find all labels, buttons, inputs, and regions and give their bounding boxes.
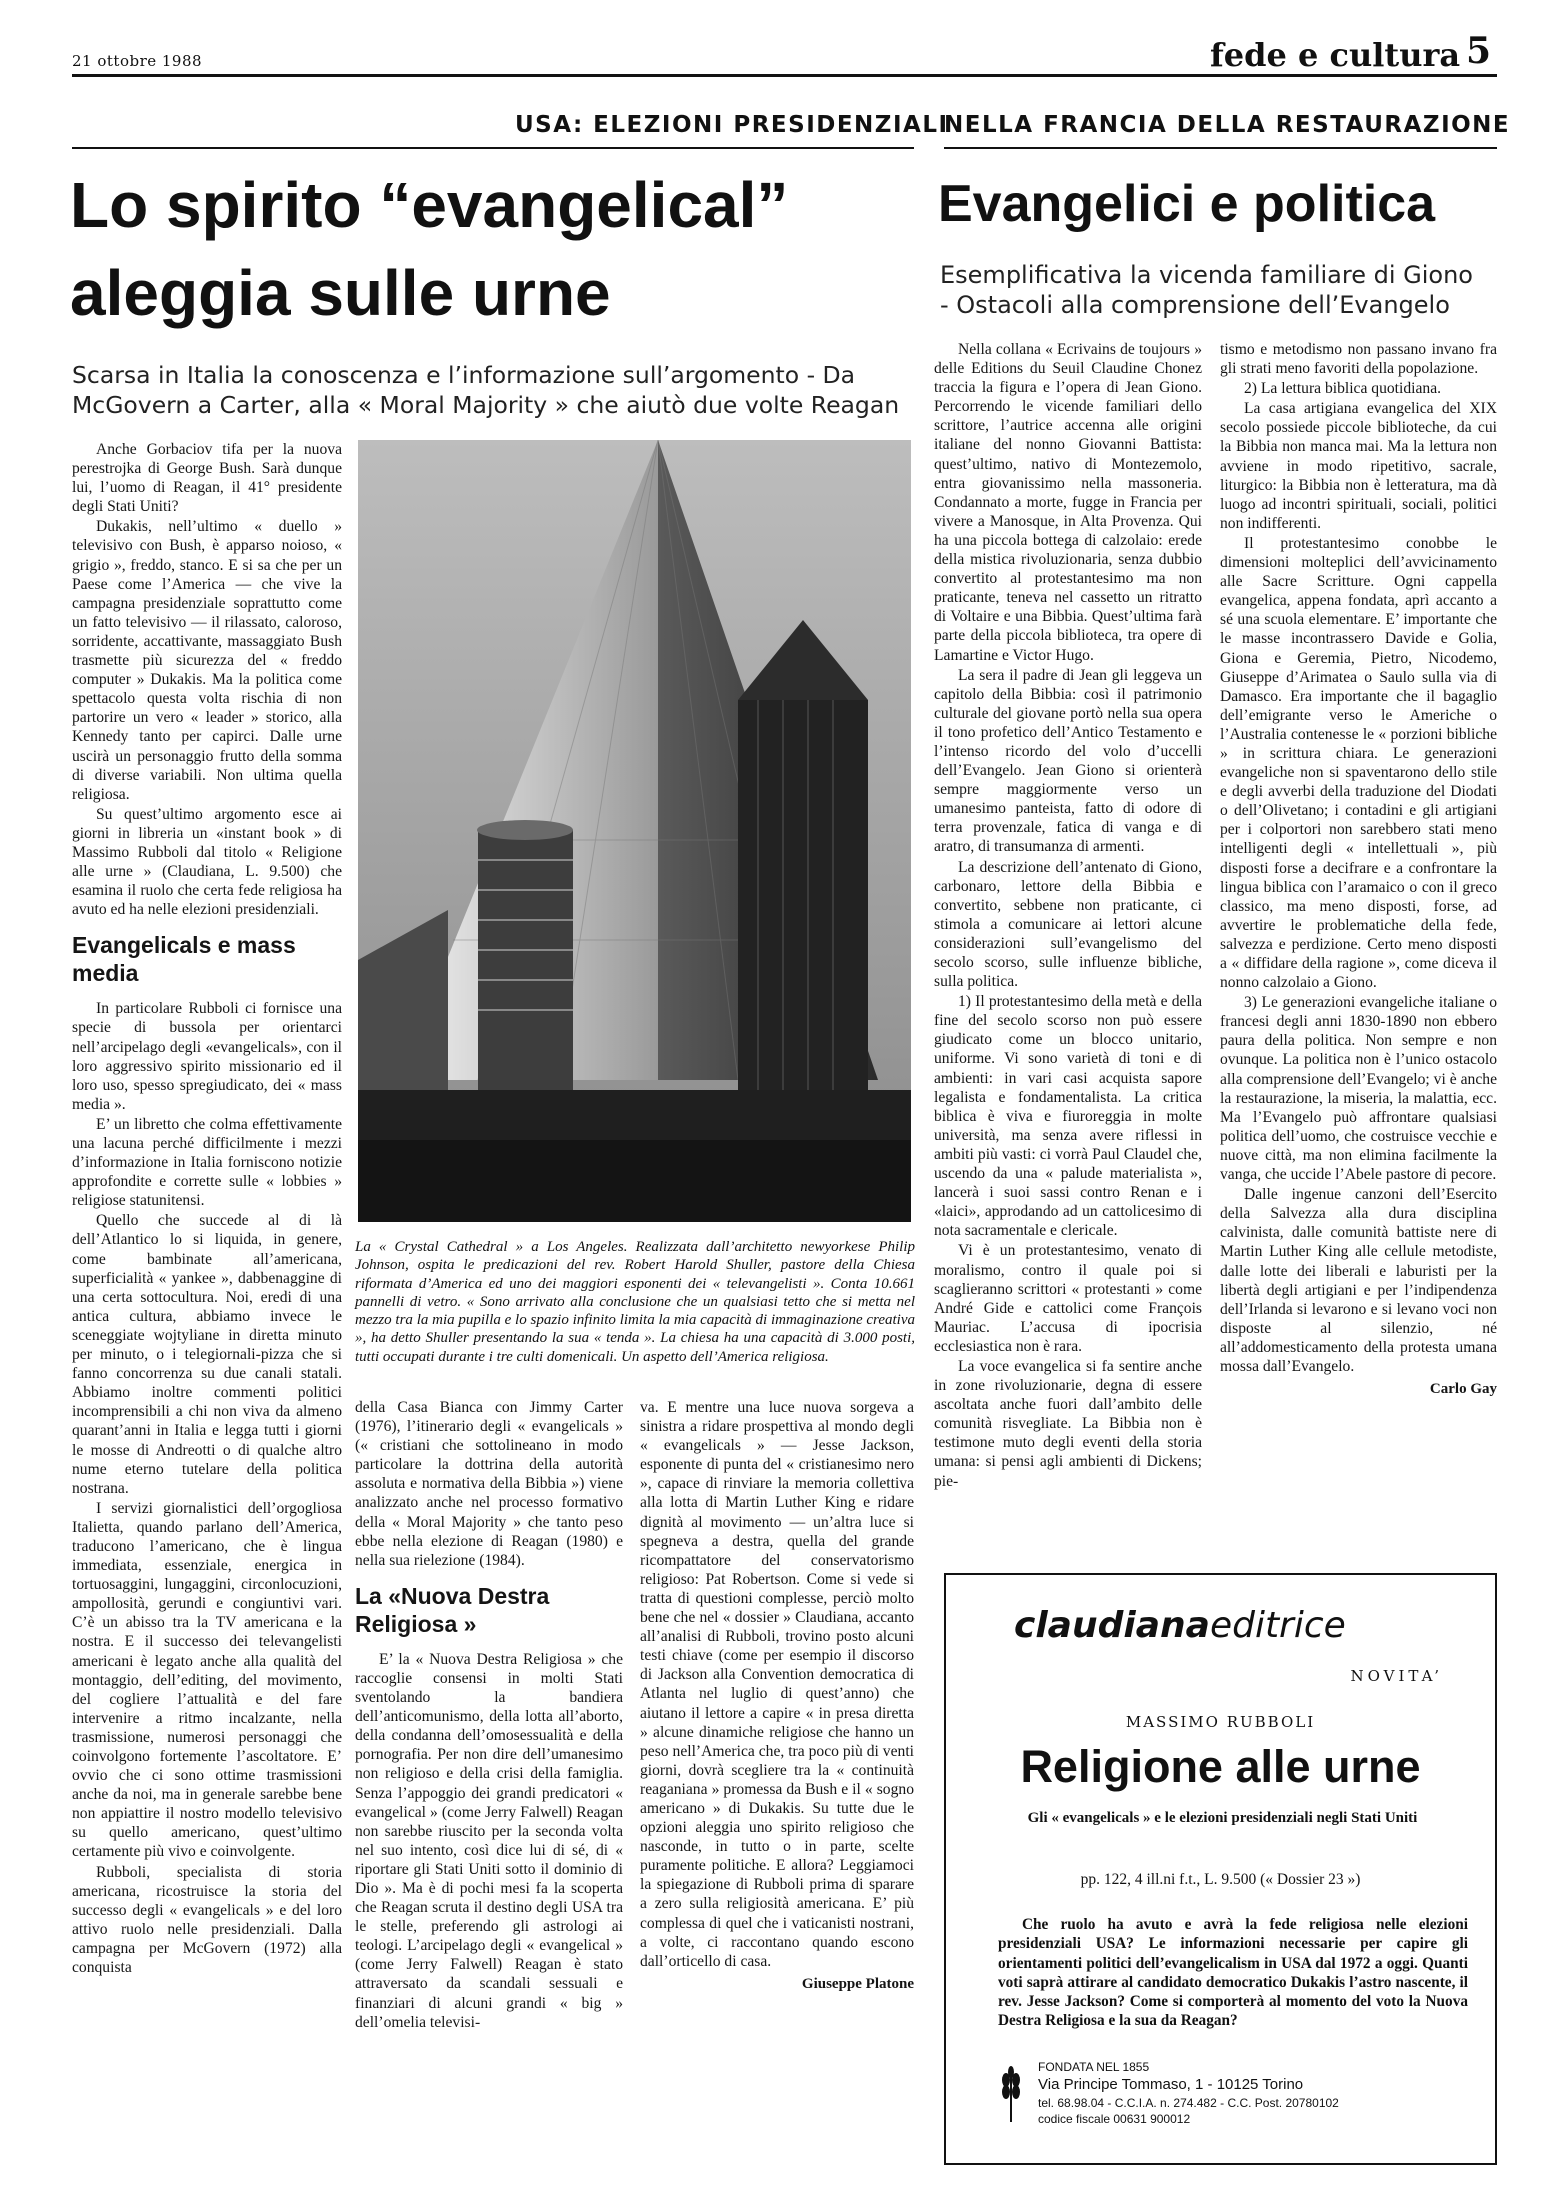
paragraph: Quello che succede al di là dell’Atlantico lo si liquida, in genere, come bambinate all’americana, superficialità « yankee », dabbenaggine di una certa sottocultura. Noi, eredi di una antica cultura, abbiamo invece le sceneggiate wojtyliane in diretta minuto per minuto, o i telegiornali-pizza che si fanno concorrenza su due canali statali. Abbiamo inoltre commenti politici incomprensibili a chi non viva da almeno quarant’anni in Italia e legga tutti i giorni le mosse di Andreotti o di qualche altro nume eterno tutelare della politica nostrana. — [72, 1212, 342, 1497]
right-column-1 — [934, 340, 1202, 1560]
section-title: fede e cultura — [1210, 36, 1461, 74]
publisher-logo-text — [1014, 1605, 1346, 1646]
paragraph: E’ un libretto che colma effettivamente una lacuna perché difficilmente i mezzi d’informazione in Italia forniscono notizie approfondite e corrette sulle « lobbies » religiose statunitensi. — [72, 1115, 342, 1210]
left-column-1 — [72, 440, 342, 2160]
left-column-2 — [355, 1398, 623, 2160]
book-price: pp. 122, 4 ill.ni f.t., L. 9.500 (« Dossier 23 ») — [1080, 1871, 1361, 1888]
paragraph: va. E mentre una luce nuova sorgeva a sinistra a ridare prospettiva al mondo degli « evangelicals » — Jesse Jackson, esponente di punta del « cristianesimo nero », capace di rinviare la memoria collettiva alla lotta di Martin Luther King e ridare dignità al movimento — un’altra luce si spegneva a destra, quella del grande ricompattatore del conservatorismo religioso: Pat Robertson. Come si vede si tratta di questioni complesse, perciò molto bene che nel « dossier » Claudiana, accanto all’analisi di Rubboli, trovino posto alcuni testi chiave (come per esempio il discorso di Jackson alla Convention democratica di Atlanta nel luglio di quest’anno) che aiutano il lettore a capire « in presa diretta » alcune dinamiche religiose che hanno un peso nell’America che, tra poco più di venti giorni, dovrà scegliere tra la « continuità reaganiana » promessa da Bush e il « sogno americano » di Dukakis. Su tutte due le opzioni aleggia uno spirito religioso che nasconde, in tutto o in parte, scelte puramente politiche. E allora? Leggiamoci la spiegazione di Rubboli prima di sparare a zero sulla religiosità americana. E’ più complessa di quel che i vaticanisti nostrani, a volte, ci raccontano quando escono dall’orticello di casa. — [640, 1399, 914, 1970]
paragraph: 3) Le generazioni evangeliche italiane o francesi degli anni 1830-1890 non ebbero paura della politica. Non sempre e non ovunque. La politica non è l’unico ostacolo alla comprensione dell’Evangelo; vi è anche la restaurazione, la miseria, la malattia, ecc. Ma l’Evangelo può affrontare qualsiasi politica dell’uomo, che costruisce vecchie e nuove città, ma non elimina facilmente la vanga, che uccide l’Abele pastore di pecore. — [1220, 994, 1497, 1184]
right-subhead-line1: Esemplificativa la vicenda familiare di Giono — [940, 261, 1473, 289]
phone-line: tel. 68.98.04 - C.C.I.A. n. 274.482 - C.C. Post. 20780102 — [1038, 2096, 1339, 2110]
right-kicker-rule — [944, 147, 1497, 149]
book-title: Religione alle urne — [1020, 1741, 1421, 1792]
subheading-evangelicals: Evangelicals e mass media — [72, 932, 296, 987]
wheat-logo-icon — [998, 2066, 1024, 2124]
paragraph: La voce evangelica si fa sentire anche in zone rivoluzionarie, degna di essere ascoltata anche fuori dall’ambito delle comunità risvegliate. La Bibbia non è testimone muto degli eventi della storia umana: si pensi agli ambienti di Dickens; pie- — [934, 1357, 1202, 1490]
crystal-cathedral-photo — [358, 440, 911, 1222]
novita-label: NOVITA’ — [1350, 1667, 1443, 1685]
paragraph: Dalle ingenue canzoni dell’Esercito della Salvezza alla dura disciplina calvinista, dalle comunità battiste nere di Martin Luther King alle cellule metodiste, dalle lotte dei liberali e laburisti per la libertà degli artigiani e per l’indipendenza dell’Irlanda si levarono e si levano voci non disposte al silenzio, né all’addomesticamento della protesta umana mossa dall’Evangelo. — [1220, 1186, 1497, 1375]
paragraph: 2) La lettura biblica quotidiana. — [1244, 380, 1442, 398]
cathedral-illustration — [358, 440, 911, 1222]
founded-line: FONDATA NEL 1855 — [1038, 2060, 1150, 2074]
paragraph: La sera il padre di Jean gli leggeva un capitolo della Bibbia: così il patrimonio culturale del giovane portò nella sua opera il tono profetico dell’Antico Testamento e l’intenso ricordo del volo d’uccelli dell’Evangelo. Jean Giono si orienterà sempre maggiormente verso un umanesimo panteista, fatto di odore di terra provenzale, fatica di vanga e di aratro, di transumanza di armenti. — [934, 666, 1202, 856]
paragraph: Vi è un protestantesimo, venato di moralismo, contro il quale poi si scaglieranno scrittori « protestanti » come André Gide e cattolici come François Mauriac. L’accusa di ipocrisia ecclesiastica non è rara. — [934, 1242, 1202, 1355]
paragraph: Rubboli, specialista di storia americana, ricostruisce la storia del successo degli « evangelicals » e del loro attivo ruolo nelle presidenziali. Dalla campagna per McGovern (1972) alla conquista — [72, 1863, 342, 1977]
left-subhead: Scarsa in Italia la conoscenza e l’informazione sull’argomento - Da McGovern a Carter, alla « Moral Majority » che aiutò due volte Reagan — [72, 361, 900, 419]
paragraph: In particolare Rubboli ci fornisce una specie di bussola per orientarci nell’arcipelago degli «evangelicals», con il loro aggressivo spirito missionario ed il loro uso, spesso spregiudicato, dei « mass media ». — [72, 1000, 342, 1113]
subheading-nuova-destra: La «Nuova Destra Religiosa » — [355, 1582, 550, 1637]
paragraph: della Casa Bianca con Jimmy Carter (1976), l’itinerario degli « evangelicals » (« cristiani che sottolineano in modo particolare la dottrina della autorità assoluta e normativa della Bibbia ») viene analizzato anche nel processo formativo della « Moral Majority » che tanto peso ebbe nella elezione di Reagan (1980) e nella sua rielezione (1984). — [355, 1399, 623, 1569]
paragraph: Anche Gorbaciov tifa per la nuova perestrojka di George Bush. Sarà dunque lui, l’uomo di Reagan, il 41° presidente degli Stati Uniti? — [72, 441, 342, 516]
paragraph: Il protestantesimo conobbe le dimensioni molteplici dell’avvicinamento alle Sacre Scritture. Ogni cappella evangelica, appena fondata, aprì accanto a sé una scuola elementare. E’ importante che le masse incontrassero Davide e Golia, Giona e Geremia, Pietro, Nicodemo, Giuseppe d’Arimatea o Saulo sulla via di Damasco. Era importante che il bagaglio dell’emigrante verso le Americhe o l’Australia contenesse le « porzioni bibliche » in scrittura chiara. Le generazioni evangeliche non si spaventarono dello stile e degli avverbi della traduzione del Diodati o dell’Olivetano; i contadini e gli artigiani per i colportori non sarebbero stati meno intelligenti degli « intellettuali », più disposti forse a decifrare e a confrontare la lingua biblica con l’aramaico o con il greco classico, ma meno disposti, forse, ad avvertire le problematiche della fede, salvezza e perdizione. Certo meno disposti a « diffidare della ragione », come diceva il nonno calzolaio a Giono. — [1220, 534, 1497, 992]
photo-caption: La « Crystal Cathedral » a Los Angeles. Realizzata dall’architetto newyorkese Philip Johnson, ospita le predicazioni del rev. Robert Harold Shuller, pastore della Chiesa riformata d’America ed uno dei maggiori esponenti dei « televangelisti ». Conta 10.661 pannelli di vetro. « Sono arrivato alla conclusione che un qualsiasi tetto che si metta nel mezzo tra la mia pupilla e lo spazio infinito limita la mia capacità di immaginazione creativa », ha detto Shuller presentando la sua « tenda ». La chiesa ha una capacità di 3.000 posti, tutti occupati durante i tre culti domenicali. Un aspetto dell’America religiosa. — [355, 1239, 915, 1365]
paragraph: E’ la « Nuova Destra Religiosa » che raccoglie consensi in molti Stati sventolando la bandiera dell’anticomunismo, della lotta all’aborto, della condanna dell’omosessualità e della pornografia. Per non dire dell’umanesimo non religioso e della crisi della famiglia. Senza l’appoggio dei grandi predicatori « evangelical » (come Jerry Falwell) Reagan non sarebbe riuscito per la seconda volta nel suo intento, così dice lui di sé, di « riportare gli Stati Uniti sotto il dominio di Dio ». Ma è di pochi mesi fa la scoperta che Reagan scruta il destino degli USA tra le stelle, preferendo gli astrologi ai teologi. L’arcipelago degli « evangelical » (come Jerry Falwell) Reagan è stato attraversato da scandali sessuali e finanziari di alcuni grandi « big » dell’omelia televisi- — [355, 1650, 623, 2031]
brand-rest: editrice — [1209, 1605, 1346, 1646]
left-headline-line1: Lo spirito “evangelical” — [70, 169, 789, 241]
paragraph: La casa artigiana evangelica del XIX secolo possiede piccole biblioteche, da cui la Bibbia non manca mai. Ma la lettura non avviene in modo ripetitivo, sacrale, liturgico: la Bibbia non è letteratura, ma dà luogo ad incontri spirituali, sociali, politici non indifferenti. — [1220, 400, 1497, 532]
fiscal-line: codice fiscale 00631 900012 — [1038, 2112, 1191, 2126]
paragraph: I servizi giornalistici dell’orgogliosa Italietta, quando parlano dell’America, traducono l’americano, che è lingua immediata, essenziale, energica in tortuosaggini, lungaggini, circonlocuzioni, ampollosità, gerundi e congiuntivi vari. C’è un abisso tra la TV americana e la nostra. E il successo dei televangelisti americani è legato anche alla qualità del montaggio, dell’editing, del movimento, del cogliere l’attualità e del fare intervenire a ritmo incalzante, nella trasmissione, numerosi personaggi che coinvolgono fortemente l’ascoltatore. E’ ovvio che ci sono ottime trasmissioni anche da noi, ma in generale sarebbe bene non appiattire il nostro modello televisivo su quello americano, quest’ultimo certamente più vivo e coinvolgente. — [72, 1499, 342, 1861]
brand-bold: claudiana — [1014, 1605, 1210, 1646]
signature-platone: Giuseppe Platone — [801, 1975, 914, 1992]
paragraph: 1) Il protestantesimo della metà e della fine del secolo scorso non può essere giudicato come un blocco unitario, uniforme. Vi sono varietà di toni e di ambienti: in vari casi acquista sapore legalista e fondamentalista. La critica biblica è viva e fiuroreggia in molte università, ma senza avere riflessi in ambiti più vasti: ci vorrà Paul Claudel che, uscendo da una « palude materialista », lancerà i suoi sassi contro Renan e i «laici», approdando ad un cattolicesimo di nota sacramentale e clericale. — [934, 993, 1202, 1240]
publisher-address-block — [1038, 2059, 1339, 2127]
issue-date: 21 ottobre 1988 — [72, 52, 203, 70]
paragraph: Nella collana « Ecrivains de toujours » delle Editions du Seuil Claudine Chonez traccia la figura e l’opera di Jean Giono. Percorrendo le vicende familiari dello scrittore, l’autrice accenna alle origini italiane del nonno Giovanni Battista: quest’ultimo, nativo di Montezemolo, entra giovanissimo nella massoneria. Condannato a morte, fugge in Francia per vivere a Manosque, in Alta Provenza. Qui ha una piccola bottega di calzolaio: erede della mistica rivoluzionaria, senza dubbio convertito al protestantesimo ma non praticante, teneva nel cassetto un ritratto di Voltaire e una Bibbia. Quest’ultima farà parte della piccola biblioteca, tra opere di Lamartine e Victor Hugo. — [934, 341, 1202, 664]
left-column-3 — [640, 1398, 914, 2160]
claudiana-advertisement — [944, 1573, 1497, 2165]
paragraph: tismo e metodismo non passano invano fra gli strati meno favoriti della popolazione. — [1220, 341, 1497, 378]
ad-description: Che ruolo ha avuto e avrà la fede religiosa nelle elezioni presidenziali USA? Le informazioni necessarie per capire gli orientamenti politici dell’evangelicalism in USA dal 1972 a oggi. Quanti voti saprà attirare al candidato democratico Dukakis l’astro nascente, il rev. Jesse Jackson? Come si comporterà al momento del voto la Nuova Destra Religiosa e la sua da Reagan? — [998, 1916, 1468, 2030]
left-kicker: USA: ELEZIONI PRESIDENZIALI — [515, 112, 949, 138]
paragraph: La descrizione dell’antenato di Giono, carbonaro, lettore della Bibbia e convertito, sebbene non praticante, ci stimola a comunicare ai lettori alcune considerazioni sull’evangelismo del secolo scorso, sulle influenze bibliche, sulla politica. — [934, 858, 1202, 991]
page-number: 5 — [1466, 30, 1492, 72]
signature-gay: Carlo Gay — [1429, 1381, 1497, 1398]
left-headline-line2: aleggia sulle urne — [70, 257, 611, 329]
masthead-rule — [72, 74, 1497, 77]
left-kicker-rule — [72, 147, 914, 149]
right-column-2 — [1220, 340, 1497, 1560]
book-author: MASSIMO RUBBOLI — [1125, 1713, 1316, 1731]
book-subtitle: Gli « evangelicals » e le elezioni presidenziali negli Stati Uniti — [1027, 1810, 1418, 1826]
right-subhead-line2: - Ostacoli alla comprensione dell’Evangelo — [940, 291, 1450, 319]
address-line: Via Principe Tommaso, 1 - 10125 Torino — [1038, 2076, 1304, 2093]
paragraph: Su quest’ultimo argomento esce ai giorni in libreria un «instant book » di Massimo Rubboli dal titolo « Religione alle urne » (Claudiana, L. 9.500) che esamina il ruolo che certa fede religiosa ha avuto ed ha nelle elezioni presidenziali. — [72, 805, 342, 919]
paragraph: Dukakis, nell’ultimo « duello » televisivo con Bush, è apparso noioso, « grigio », freddo, stanco. E si sa che per un Paese come l’America — che vive la campagna presidenziale soprattutto come un fatto televisivo — il rilassato, caloroso, sorridente, accattivante, massaggiato Bush trasmette più sicurezza del « freddo computer » Dukakis. Ma la politica come spettacolo questa volta rischia di non partorire un vero « leader » storico, alla Kennedy tanto per capirci. Dalle urne uscirà un personaggio frutto della somma di diverse variabili. Non ultima quella religiosa. — [72, 518, 342, 803]
right-kicker: NELLA FRANCIA DELLA RESTAURAZIONE — [944, 112, 1511, 138]
right-headline: Evangelici e politica — [938, 175, 1436, 233]
